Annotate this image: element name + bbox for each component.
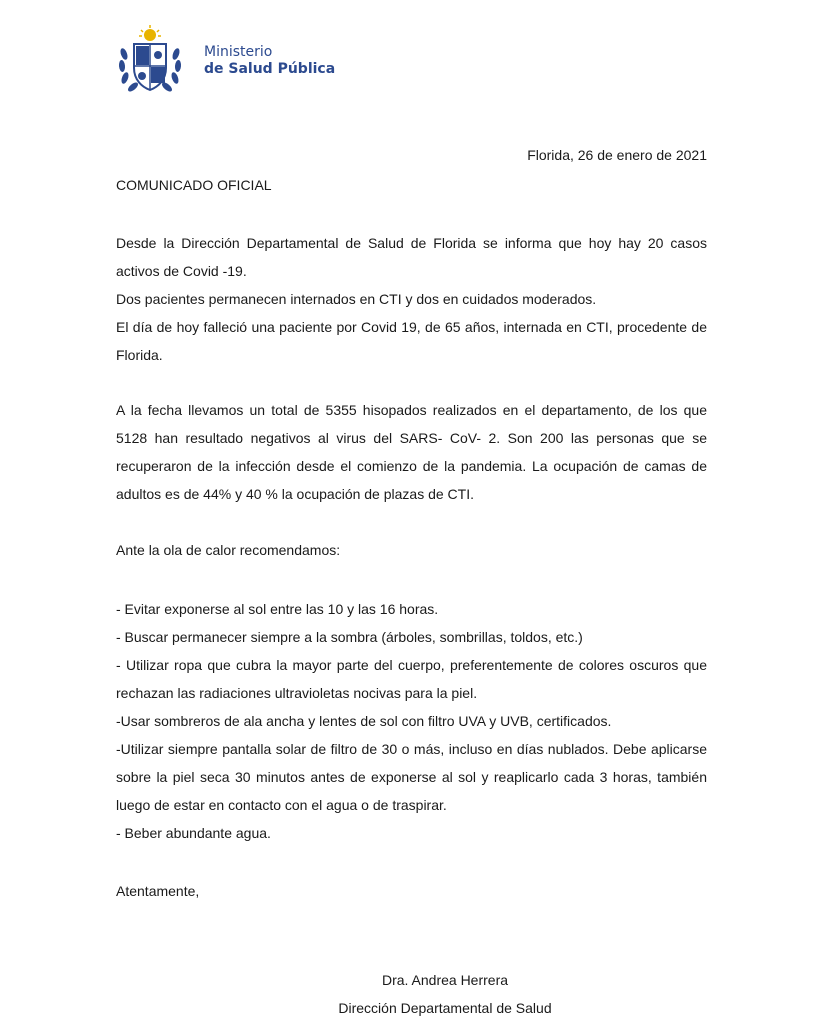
list-item: -Usar sombreros de ala ancha y lentes de sol con filtro UVA y UVB, certificados. bbox=[116, 713, 612, 729]
document-date: Florida, 26 de enero de 2021 bbox=[527, 147, 707, 163]
recommendations-intro: Ante la ola de calor recomendamos: bbox=[116, 542, 341, 558]
closing-salutation: Atentamente, bbox=[116, 883, 200, 899]
paragraph-line: Desde la Dirección Departamental de Salud de Florida se informa que hoy hay 20 casos bbox=[116, 235, 707, 251]
paragraph-line: El día de hoy falleció una paciente por Covid 19, de 65 años, internada en CTI, procedente de bbox=[116, 319, 707, 335]
list-item: - Beber abundante agua. bbox=[116, 825, 271, 841]
paragraph-line: Florida. bbox=[116, 347, 163, 363]
paragraph-line: recuperaron de la infección desde el comienzo de la pandemia. La ocupación de camas de bbox=[116, 458, 707, 474]
paragraph-testing bbox=[116, 396, 707, 508]
paragraph-line: adultos es de 44% y 40 % la ocupación de plazas de CTI. bbox=[116, 486, 474, 502]
ministry-logo bbox=[116, 24, 346, 96]
paragraph-line: activos de Covid -19. bbox=[116, 263, 247, 279]
signatory-name: Dra. Andrea Herrera bbox=[381, 972, 509, 988]
list-item-continuation: luego de estar en contacto con el agua o de traspirar. bbox=[116, 797, 447, 813]
list-item: - Utilizar ropa que cubra la mayor parte del cuerpo, preferentemente de colores oscuros que bbox=[116, 657, 707, 673]
signature-block bbox=[330, 966, 560, 1022]
list-item: - Buscar permanecer siempre a la sombra (árboles, sombrillas, toldos, etc.) bbox=[116, 629, 583, 645]
paragraph-cases bbox=[116, 229, 707, 369]
recommendations-list bbox=[116, 595, 707, 847]
list-item: -Utilizar siempre pantalla solar de filtro de 30 o más, incluso en días nublados. Debe aplicarse bbox=[116, 741, 707, 757]
list-item-continuation: sobre la piel seca 30 minutos antes de exponerse al sol y reaplicarlo cada 3 horas, también bbox=[116, 769, 707, 785]
document-heading: COMUNICADO OFICIAL bbox=[116, 177, 272, 193]
list-item-continuation: rechazan las radiaciones ultravioletas nocivas para la piel. bbox=[116, 685, 478, 701]
logo-line-salud: de Salud Pública bbox=[204, 61, 336, 77]
paragraph-line: 5128 han resultado negativos al virus del SARS- CoV- 2. Son 200 las personas que se bbox=[116, 430, 707, 446]
list-item: - Evitar exponerse al sol entre las 10 y las 16 horas. bbox=[116, 601, 439, 617]
paragraph-line: Dos pacientes permanecen internados en CTI y dos en cuidados moderados. bbox=[116, 291, 597, 307]
coat-of-arms-icon bbox=[116, 24, 184, 96]
logo-line-ministerio: Ministerio bbox=[204, 44, 273, 60]
signatory-department: Dirección Departamental de Salud bbox=[338, 1000, 552, 1016]
logo-text bbox=[204, 44, 335, 78]
paragraph-line: A la fecha llevamos un total de 5355 hisopados realizados en el departamento, de los que bbox=[116, 402, 707, 418]
